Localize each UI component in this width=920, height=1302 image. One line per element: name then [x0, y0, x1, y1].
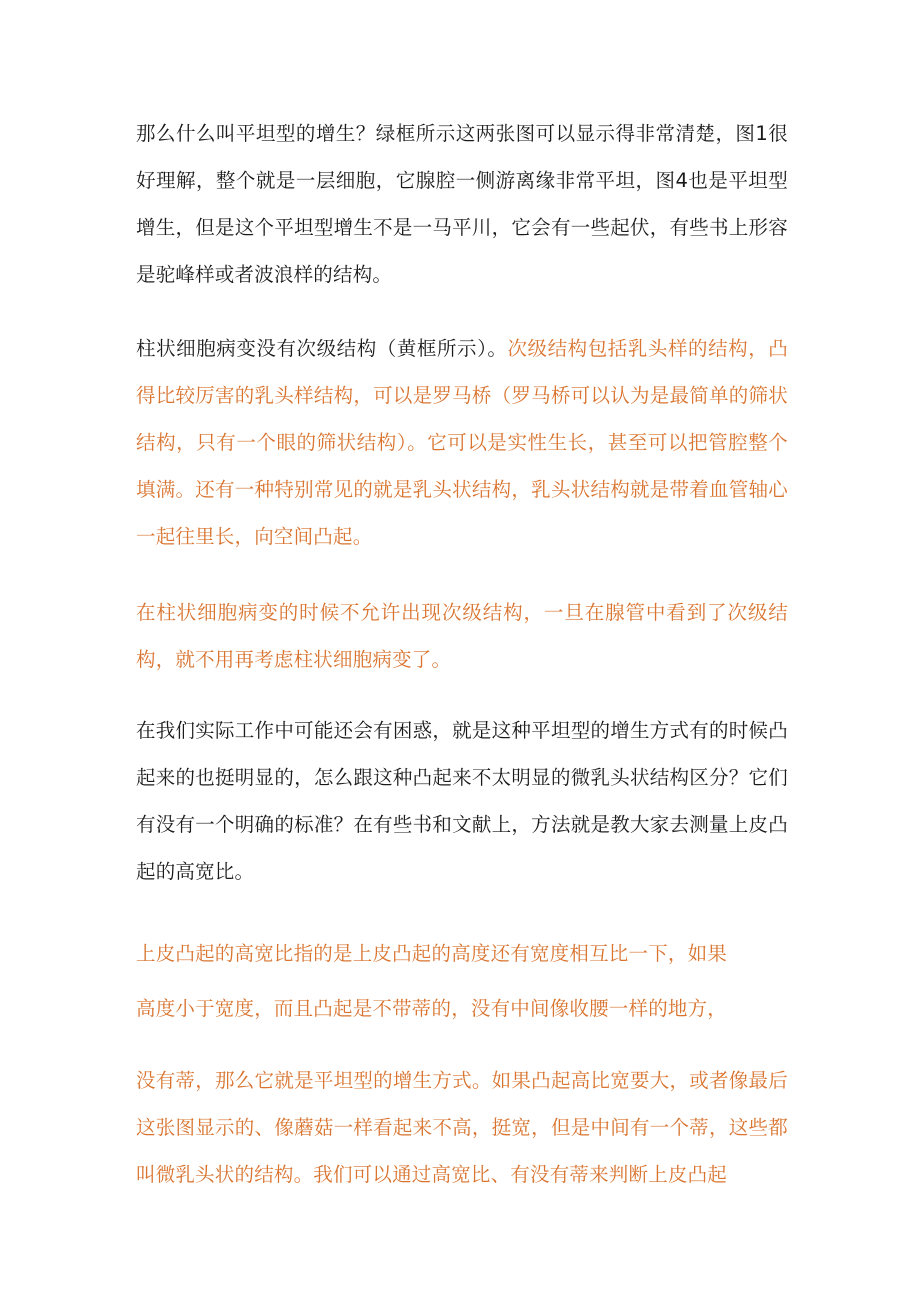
- paragraph-stalk-judgement: 没有蒂，那么它就是平坦型的增生方式。如果凸起高比宽要大，或者像最后这张图显示的、像蘑菇一样看起来不高，挺宽，但是中间有一个蒂，这些都叫微乳头状的结构。我们可以通过高宽比、有没有蒂来判断上皮凸起: [136, 1069, 788, 1186]
- paragraph-flat-hyperplasia: 那么什么叫平坦型的增生？绿框所示这两张图可以显示得非常清楚，图1很好理解，整个就是一层细胞，它腺腔一侧游离缘非常平坦，图4也是平坦型增生，但是这个平坦型增生不是一马平川，它会有一些起伏，有些书上形容是驼峰样或者波浪样的结构。: [136, 122, 788, 286]
- paragraph-secondary-structure: [136, 325, 788, 560]
- paragraph-no-secondary-structure: 在柱状细胞病变的时候不允许出现次级结构，一旦在腺管中看到了次级结构，就不用再考虑柱状细胞病变了。: [136, 601, 788, 671]
- paragraph-height-width-ratio: 上皮凸起的高宽比指的是上皮凸起的高度还有宽度相互比一下，如果: [136, 942, 728, 965]
- paragraph-secondary-structure-highlight: 次级结构包括乳头样的结构，凸得比较厉害的乳头样结构，可以是罗马桥（罗马桥可以认为是最简单的筛状结构，只有一个眼的筛状结构）。它可以是实性生长，甚至可以把管腔整个填满。还有一种特别常见的就是乳头状结构，乳头状结构就是带着血管轴心一起往里长，向空间凸起。: [136, 337, 788, 548]
- paragraph-secondary-structure-plain: 柱状细胞病变没有次级结构（黄框所示）。: [136, 337, 508, 360]
- paragraph-height-less-width: 高度小于宽度，而且凸起是不带蒂的，没有中间像收腰一样的地方，: [136, 997, 728, 1020]
- paragraph-confusion-micropapillary: 在我们实际工作中可能还会有困惑，就是这种平坦型的增生方式有的时候凸起来的也挺明显的，怎么跟这种凸起来不太明显的微乳头状结构区分？它们有没有一个明确的标准？在有些书和文献上，方法就是教大家去测量上皮凸起的高宽比。: [136, 719, 788, 883]
